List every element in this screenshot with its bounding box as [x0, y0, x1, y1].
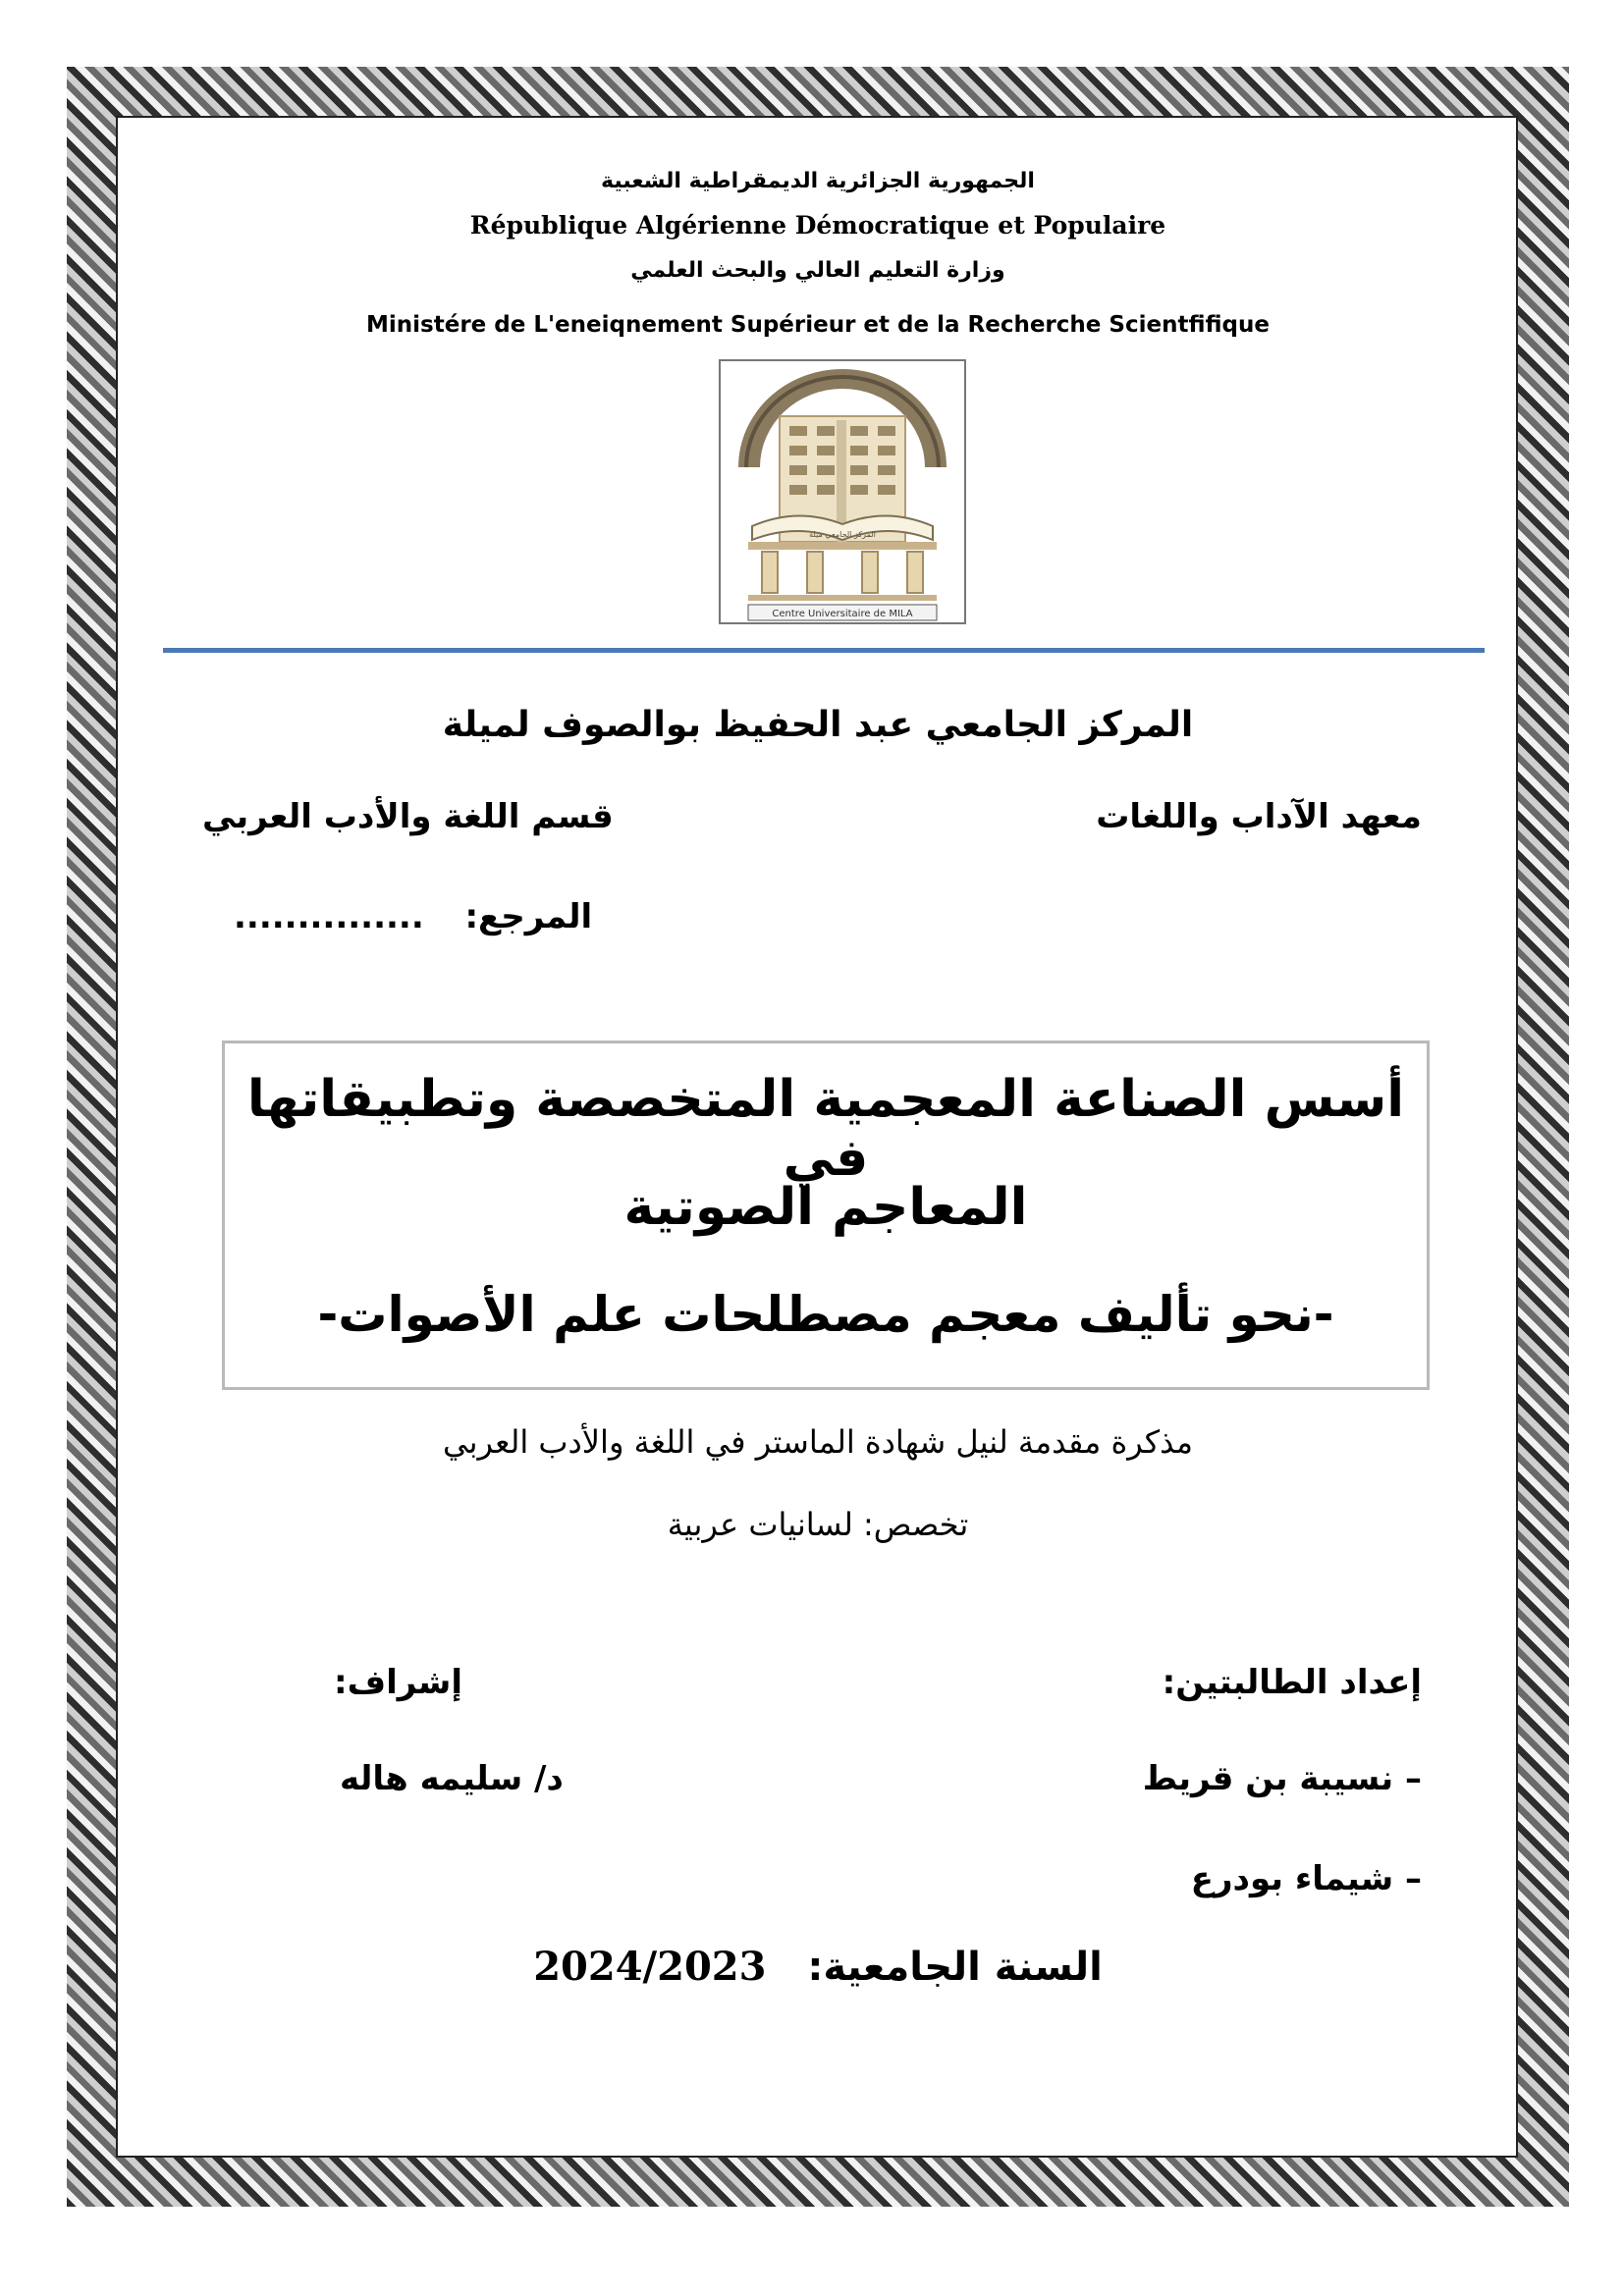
supervisor-name: د/ سليمه هاله	[340, 1759, 564, 1798]
ministry-french: Ministére de L'eneiqnement Supérieur et de la Recherche Scientfifique	[366, 312, 1270, 338]
institute-name: معهد الآداب واللغات	[1096, 797, 1422, 836]
country-french: République Algérienne Démocratique et Populaire	[469, 211, 1166, 240]
department-name: قسم اللغة والأدب العربي	[202, 797, 614, 836]
students-label: إعداد الطالبتين:	[1162, 1663, 1422, 1702]
university-center-name: المركز الجامعي عبد الحفيظ بوالصوف لميلة	[442, 705, 1194, 745]
header-divider	[163, 648, 1485, 653]
academic-year-value: 2024/2023	[533, 1944, 767, 1990]
academic-year-label: السنة الجامعية:	[807, 1945, 1103, 1990]
ministry-arabic: وزارة التعليم العالي والبحث العلمي	[630, 258, 1005, 283]
page-content	[67, 0, 1569, 2296]
logo-book-text: المركز الجامعي ميلة	[809, 530, 876, 539]
memo-specialty: تخصص: لسانيات عربية	[667, 1506, 969, 1543]
logo-caption: Centre Universitaire de MILA	[772, 609, 913, 619]
reference-value: ...............	[234, 897, 424, 936]
title-line-2: المعاجم الصوتية	[623, 1178, 1028, 1237]
title-line-3: -نحو تأليف معجم مصطلحات علم الأصوات-	[317, 1286, 1334, 1343]
university-logo	[719, 359, 966, 624]
title-line-1: أسس الصناعة المعجمية المتخصصة وتطبيقاتها في	[246, 1070, 1405, 1188]
reference-label: المرجع:	[464, 897, 593, 936]
student-2-name: – شيماء بودرع	[1190, 1859, 1422, 1898]
reference-field	[234, 897, 592, 936]
supervisor-label: إشراف:	[334, 1663, 462, 1702]
student-1-name: – نسيبة بن قريط	[1142, 1759, 1422, 1798]
memo-description: مذكرة مقدمة لنيل شهادة الماستر في اللغة والأدب العربي	[442, 1423, 1194, 1461]
academic-year	[67, 1944, 1569, 1990]
country-arabic: الجمهورية الجزائرية الديمقراطية الشعبية	[601, 169, 1035, 193]
